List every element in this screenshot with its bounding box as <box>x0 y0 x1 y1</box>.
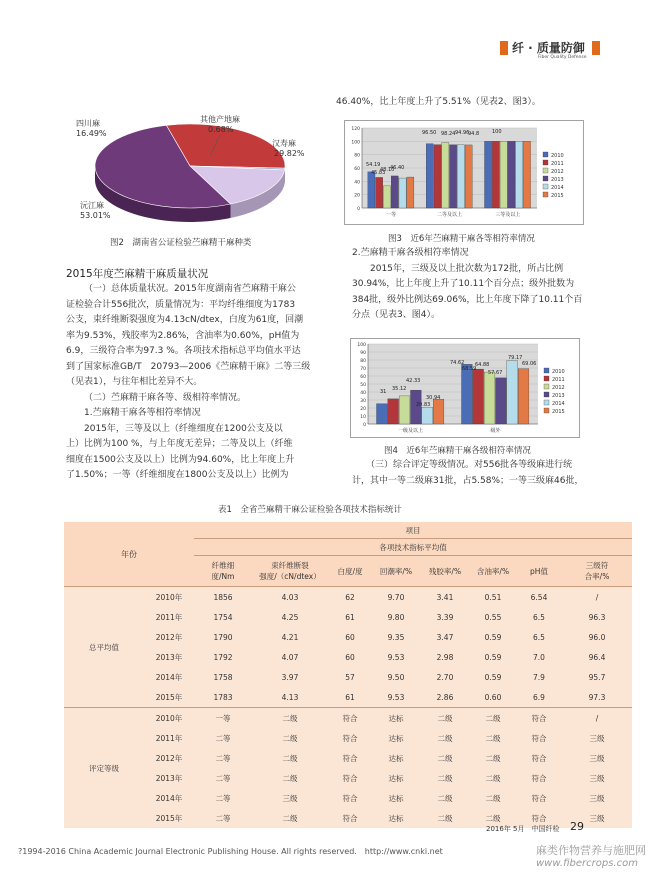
legend-swatch-2011 <box>543 160 548 165</box>
left-line-9: 2015年，三等及以上（纤维细度在1200公支及以 <box>84 423 283 434</box>
legend-label-2014: 2014 <box>552 401 565 407</box>
legend-swatch-2010 <box>544 368 549 373</box>
table-cell: 符合 <box>531 793 547 803</box>
right-top-line: 46.40%，比上年度上升了5.51%（见表2、图3）。 <box>336 97 541 107</box>
y-tick-label: 60 <box>360 375 366 380</box>
bar-2012-1 <box>442 143 449 208</box>
watermark-url: www.fibercrops.com <box>536 858 638 869</box>
data-label: 48.10 <box>380 167 395 173</box>
bar-2015-0 <box>407 177 414 208</box>
data-label: 94.8 <box>468 131 480 137</box>
table-cell: 3.41 <box>420 587 470 608</box>
pie-value-hanshou: 29.82% <box>274 149 305 158</box>
table-cell: 二级 <box>485 733 501 743</box>
right-mid-line-1: 30.94%，比上年度上升了10.11个百分点；级外批数为 <box>352 279 575 289</box>
x-tick-label: 二等及以上 <box>436 212 463 218</box>
table-cell: 1792 <box>213 652 233 662</box>
bar-2012-0 <box>383 186 390 208</box>
bar-2014-0 <box>422 407 433 424</box>
table-cell: 符合 <box>516 708 562 729</box>
table-cell: 符合 <box>531 813 547 823</box>
row-year: 2011年 <box>155 612 183 622</box>
legend-swatch-2015 <box>543 192 548 197</box>
legend-label-2013: 2013 <box>552 393 565 399</box>
bar-2012-1 <box>484 372 495 424</box>
legend-label-2012: 2012 <box>551 169 564 175</box>
footer-copyright: ?1994-2016 China Academic Journal Electronic Publishing House. All rights reserved. http://www.cnki.net <box>18 847 443 856</box>
table-cell: 96.4 <box>588 652 606 662</box>
footer-page-number: 29 <box>570 820 584 833</box>
y-tick-label: 10 <box>360 415 366 420</box>
table-cell: 符合 <box>342 753 358 763</box>
table-cell: 57 <box>345 672 355 682</box>
right-mid-text <box>352 246 612 324</box>
table-cell: 0.59 <box>484 632 502 642</box>
y-tick-label: 50 <box>360 383 366 388</box>
left-line-0: （一）总体质量状况。2015年度湖南省苎麻精干麻公 <box>84 284 296 294</box>
bar-2014-1 <box>457 145 464 208</box>
y-tick-label: 40 <box>354 180 360 186</box>
bar-caption-2: 图4 近6年苎麻精干麻各级相符率情况 <box>384 446 531 456</box>
legend-swatch-2013 <box>544 392 549 397</box>
row-year: 2015年 <box>155 692 183 702</box>
table-cell: 3.39 <box>436 612 454 622</box>
table-cell: 9.53 <box>387 652 405 662</box>
row-year: 2013年 <box>155 652 183 662</box>
table-cell: 62 <box>328 587 372 608</box>
table-cell: 二级 <box>485 773 501 783</box>
row-year: 2012年 <box>155 753 183 763</box>
column-header-4: 残胶率/% <box>420 556 470 587</box>
table-cell: 6.5 <box>533 632 545 642</box>
data-label: 57.67 <box>488 370 503 376</box>
pie-label-other: 其他产地麻 <box>200 115 240 124</box>
data-label: 94.96 <box>455 130 470 136</box>
table-cell: 达标 <box>372 708 420 729</box>
data-label: 45.83 <box>371 170 386 176</box>
column-header-5: 含油率/% <box>470 556 516 587</box>
bar-2010-0 <box>368 172 375 208</box>
table-cell: 达标 <box>388 773 404 783</box>
pie-label-hanshou: 汉寿麻 <box>272 139 296 148</box>
bar-2011-1 <box>473 369 484 424</box>
right-mid-line-0: 2015年，三级及以上批次数为172批，所占比例 <box>370 263 564 274</box>
row-year: 2014年 <box>155 672 183 682</box>
table-row <box>64 627 632 647</box>
table-cell: 二级 <box>437 733 453 743</box>
bar-2013-1 <box>450 145 457 208</box>
bar-2014-1 <box>507 361 518 424</box>
y-tick-label: 20 <box>360 407 366 412</box>
table-cell: 1758 <box>213 672 233 682</box>
y-tick-label: 70 <box>360 367 366 372</box>
row-year: 2014年 <box>155 793 183 803</box>
data-label: 98.24 <box>441 131 456 137</box>
table-row <box>64 687 632 708</box>
section-title: 2015年度苎麻精干麻质量状况 <box>66 268 209 280</box>
y-tick-label: 30 <box>360 399 366 404</box>
table-row <box>64 667 632 687</box>
table-cell: 6.54 <box>516 587 562 608</box>
table-header-row <box>64 522 632 539</box>
table-row <box>64 728 632 748</box>
legend-label-2010: 2010 <box>551 153 564 159</box>
table-row <box>64 748 632 768</box>
table-cell: 2.86 <box>436 692 454 702</box>
table-cell: 1790 <box>213 632 233 642</box>
table-cell: 1856 <box>194 587 252 608</box>
right-bottom-text <box>352 458 622 489</box>
table-row <box>64 647 632 667</box>
pie-chart <box>60 108 320 238</box>
table-cell: 二级 <box>485 813 501 823</box>
bar-2015-1 <box>518 369 529 424</box>
table-cell: 二级 <box>282 733 298 743</box>
pie-value-yuanjiang: 53.01% <box>80 211 111 220</box>
bar-2011-2 <box>492 141 499 208</box>
table-cell: 符合 <box>328 708 372 729</box>
y-tick-label: 60 <box>354 167 360 172</box>
bar-2010-0 <box>377 404 388 424</box>
right-mid-line-3: 分点（见表3、图4）。 <box>352 310 440 320</box>
y-tick-label: 0 <box>363 423 366 428</box>
table-cell: 二等 <box>215 793 231 803</box>
table-cell: 95.7 <box>588 672 606 682</box>
table-cell: 二级 <box>437 773 453 783</box>
bar-2010-1 <box>462 364 473 424</box>
left-line-12: 了1.50%；一等（纤维细度在1800公支及以上）比例为 <box>66 470 289 480</box>
table-cell: 符合 <box>531 733 547 743</box>
left-line-10: 上）比例为100 %，与上年度无差异；二等及以上（纤维 <box>66 439 293 449</box>
table-row <box>64 587 632 608</box>
data-label: 42.33 <box>406 378 421 384</box>
table-cell: 97.3 <box>588 692 606 702</box>
bar-chart-1 <box>344 120 584 225</box>
table-cell: 9.50 <box>387 672 405 682</box>
bar-2014-0 <box>399 178 406 208</box>
table-cell: 二级 <box>420 708 470 729</box>
y-tick-label: 80 <box>354 153 360 159</box>
x-tick-label: 三等及以上 <box>495 212 521 218</box>
bar-2013-2 <box>508 141 515 208</box>
table-cell: 二级 <box>282 813 298 823</box>
bar-2011-1 <box>434 145 441 208</box>
table-cell: 达标 <box>388 813 404 823</box>
legend-label-2014: 2014 <box>551 185 564 191</box>
table-cell: 0.59 <box>484 672 502 682</box>
y-tick-label: 80 <box>360 359 366 364</box>
table-cell: 符合 <box>342 813 358 823</box>
data-label: 64.88 <box>475 362 490 368</box>
table-cell: 二级 <box>252 708 328 729</box>
right-bottom-line-0: （三）综合评定等级情况。对556批各等级麻进行统 <box>366 460 573 470</box>
table-cell: 二等 <box>215 813 231 823</box>
table-cell: 4.07 <box>281 652 299 662</box>
y-tick-label: 100 <box>351 140 360 146</box>
table-cell: / <box>562 587 632 608</box>
table-cell: 三级 <box>589 773 605 783</box>
table-cell: 三级 <box>589 793 605 803</box>
data-label: 79.17 <box>508 355 523 361</box>
table-cell: 符合 <box>531 773 547 783</box>
table-cell: 2.70 <box>436 672 454 682</box>
legend-label-2011: 2011 <box>552 377 565 383</box>
header-title: 纤 · 质量防御 <box>512 41 585 55</box>
legend-label-2011: 2011 <box>551 161 564 167</box>
bar-2015-0 <box>433 399 444 424</box>
table-cell: 三级 <box>589 753 605 763</box>
bar-figure-1 <box>344 120 584 225</box>
row-year: 2012年 <box>155 632 183 642</box>
data-label: 74.62 <box>450 360 465 366</box>
table-cell: 3.47 <box>436 632 454 642</box>
table-cell: 9.35 <box>387 632 405 642</box>
y-tick-label: 20 <box>354 193 360 199</box>
table-cell: 二级 <box>485 753 501 763</box>
row-year: 2010年 <box>144 708 194 729</box>
header-group: 各项技术指标平均值 <box>194 539 632 556</box>
column-header-2: 白度/度 <box>328 556 372 587</box>
pie-label-yuanjiang: 沅江麻 <box>80 201 104 210</box>
table-cell: 60 <box>345 632 355 642</box>
journal-header <box>500 39 610 69</box>
table-row <box>64 708 632 729</box>
bar-2011-0 <box>388 399 399 424</box>
left-line-6: （见表1），与往年相比差异不大。 <box>66 377 203 387</box>
data-label: 35.12 <box>392 386 407 392</box>
header-project: 项目 <box>405 525 421 535</box>
watermark-cn: 麻类作物营养与施肥网 <box>536 844 646 857</box>
pie-value-sichuan: 16.49% <box>76 129 107 138</box>
table-cell: 9.53 <box>387 692 405 702</box>
row-group-label: 评定等级 <box>64 708 144 829</box>
table-row <box>64 607 632 627</box>
table-cell: 96.0 <box>588 632 606 642</box>
row-group-label: 总平均值 <box>64 587 144 708</box>
bar-2010-1 <box>426 144 433 208</box>
pie-figure <box>60 108 320 238</box>
pie-caption: 图2 湖南省公证检验苎麻精干麻种类 <box>110 238 252 248</box>
table-cell: 9.70 <box>372 587 420 608</box>
y-tick-label: 90 <box>360 351 366 356</box>
left-line-8: 1.苎麻精干麻各等相符率情况 <box>84 408 201 418</box>
bar-figure-2 <box>350 338 580 438</box>
bar-2011-0 <box>376 177 383 208</box>
bar-2014-2 <box>516 141 523 208</box>
table-cell: 0.60 <box>484 692 502 702</box>
left-line-2: 公支，束纤维断裂强度为4.13cN/dtex，白度为61度，回潮 <box>66 315 304 325</box>
bar-2012-0 <box>399 396 410 424</box>
bar-2015-2 <box>523 141 530 208</box>
table-cell: 61 <box>345 692 355 702</box>
x-tick-label: 一等 <box>386 212 397 218</box>
table-1 <box>64 522 632 828</box>
table-cell: 符合 <box>342 733 358 743</box>
table-cell: 9.80 <box>387 612 405 622</box>
table-cell: 二级 <box>437 753 453 763</box>
y-tick-label: 120 <box>351 127 360 132</box>
table-cell: 达标 <box>388 753 404 763</box>
table-cell: 二级 <box>282 773 298 783</box>
table-caption: 表1 全省苎麻精干麻公证检验各项技术指标统计 <box>218 505 402 515</box>
bar-2010-2 <box>485 141 492 208</box>
table-cell: 1754 <box>213 612 233 622</box>
bar-2013-1 <box>496 378 507 424</box>
table-cell: 三级 <box>589 733 605 743</box>
table-cell: 60 <box>345 652 355 662</box>
table-cell: 二级 <box>437 793 453 803</box>
legend-label-2010: 2010 <box>552 369 565 375</box>
table-cell: 2.98 <box>436 652 454 662</box>
table-cell: 二等 <box>215 733 231 743</box>
row-year: 2011年 <box>155 733 183 743</box>
row-year: 2015年 <box>155 813 183 823</box>
table-cell: 达标 <box>388 793 404 803</box>
table-cell: 4.03 <box>252 587 328 608</box>
left-line-1: 证检验合计556批次，质量情况为：平均纤维细度为1783 <box>66 299 296 310</box>
table-cell: 1783 <box>213 692 233 702</box>
bar-2012-2 <box>500 141 507 208</box>
y-tick-label: 40 <box>360 391 366 396</box>
left-line-4: 6.9，三级符合率为97.3 %。各项技术指标总平均值水平达 <box>66 346 301 356</box>
header-orange-block-left <box>500 41 508 55</box>
legend-swatch-2011 <box>544 376 549 381</box>
bar-chart-2 <box>350 338 580 438</box>
left-line-11: 细度在1500公支及以上）比例为94.60%，比上年度上升 <box>66 454 295 465</box>
header-orange-block-right <box>592 41 600 55</box>
left-line-5: 到了国家标准GB/T 20793—2006《苎麻精干麻》二等三级 <box>66 361 311 372</box>
table-cell: 符合 <box>342 793 358 803</box>
data-label: 100 <box>492 129 502 135</box>
row-year: 2010年 <box>144 587 194 608</box>
left-line-7: （二）苎麻精干麻各等、级相符率情况。 <box>84 392 247 403</box>
table-cell: 二等 <box>215 773 231 783</box>
legend-swatch-2015 <box>544 408 549 413</box>
pie-label-sichuan: 四川麻 <box>76 119 100 128</box>
data-label: 68.59 <box>462 366 477 372</box>
table-row <box>64 788 632 808</box>
table-cell: 7.0 <box>533 652 545 662</box>
table-cell: 二级 <box>470 708 516 729</box>
table-cell: 61 <box>345 612 355 622</box>
legend-label-2013: 2013 <box>551 177 564 183</box>
table-cell: 0.59 <box>484 652 502 662</box>
y-tick-label: 100 <box>357 343 366 348</box>
footer-issue: 2016年 5月 中国纤检 <box>486 825 560 833</box>
legend-swatch-2014 <box>544 400 549 405</box>
table-cell: / <box>562 708 632 729</box>
table-cell: 0.55 <box>484 612 502 622</box>
legend-label-2012: 2012 <box>552 385 565 391</box>
table-cell: 一等 <box>194 708 252 729</box>
header-year: 年份 <box>121 549 137 559</box>
data-label: 20.83 <box>416 402 431 408</box>
table-cell: 二级 <box>282 753 298 763</box>
pie-value-other: 0.68% <box>208 125 234 134</box>
column-header-1: 束纤维断裂 强度/（cN/dtex） <box>252 556 328 587</box>
data-label: 96.50 <box>422 130 437 136</box>
table-cell: 6.9 <box>533 692 545 702</box>
legend-swatch-2012 <box>544 384 549 389</box>
table-cell: 6.5 <box>533 612 545 622</box>
data-label: 54.19 <box>366 162 381 168</box>
row-year: 2013年 <box>155 773 183 783</box>
column-header-3: 回潮率/% <box>372 556 420 587</box>
table-cell: 二等 <box>215 753 231 763</box>
table-cell: 4.21 <box>281 632 299 642</box>
table-cell: 96.3 <box>588 612 606 622</box>
column-header-6: pH值 <box>516 556 562 587</box>
data-label: 46.40 <box>390 165 405 171</box>
data-label: 69.06 <box>522 361 537 367</box>
legend-label-2015: 2015 <box>551 193 564 199</box>
column-header-7: 三级符 合率/% <box>562 556 632 587</box>
table-row <box>64 768 632 788</box>
column-header-0: 纤维细 度/Nm <box>194 556 252 587</box>
table-cell: 4.25 <box>281 612 299 622</box>
bar-2013-0 <box>391 176 398 208</box>
table-cell: 3.97 <box>281 672 299 682</box>
right-mid-line-2: 384批，级外比例达69.06%，比上年度下降了10.11个百 <box>352 294 583 305</box>
data-label: 30.94 <box>426 395 441 401</box>
x-tick-label: 一级及以上 <box>397 428 424 434</box>
bar-caption-1: 图3 近6年苎麻精干麻各等相符率情况 <box>388 234 535 244</box>
table-cell: 符合 <box>531 753 547 763</box>
legend-swatch-2013 <box>543 176 548 181</box>
header-subtitle: Fiber Quality Defense <box>538 55 587 60</box>
table-cell: 三级 <box>282 793 298 803</box>
y-tick-label: 0 <box>357 207 360 212</box>
left-line-3: 率为9.53%，残胶率为2.86%，含油率为0.60%，pH值为 <box>66 330 300 341</box>
legend-label-2015: 2015 <box>552 409 565 415</box>
data-label: 31 <box>380 389 387 395</box>
legend-swatch-2014 <box>543 184 548 189</box>
legend-swatch-2012 <box>543 168 548 173</box>
table-cell: 达标 <box>388 733 404 743</box>
bar-2015-1 <box>465 145 472 208</box>
table-cell: 0.51 <box>470 587 516 608</box>
right-mid-title: 2.苎麻精干麻各级相符率情况 <box>352 248 469 258</box>
x-tick-label: 级外 <box>490 428 501 434</box>
table-cell: 二级 <box>485 793 501 803</box>
table-cell: 三级 <box>589 813 605 823</box>
table-cell: 二级 <box>437 813 453 823</box>
table-cell: 7.9 <box>533 672 545 682</box>
table-cell: 符合 <box>342 773 358 783</box>
left-body-text <box>66 282 328 484</box>
table-cell: 4.13 <box>281 692 299 702</box>
right-bottom-line-1: 计，其中一等二级麻31批，占5.58%；一等三级麻46批， <box>352 475 584 486</box>
legend-swatch-2010 <box>543 152 548 157</box>
